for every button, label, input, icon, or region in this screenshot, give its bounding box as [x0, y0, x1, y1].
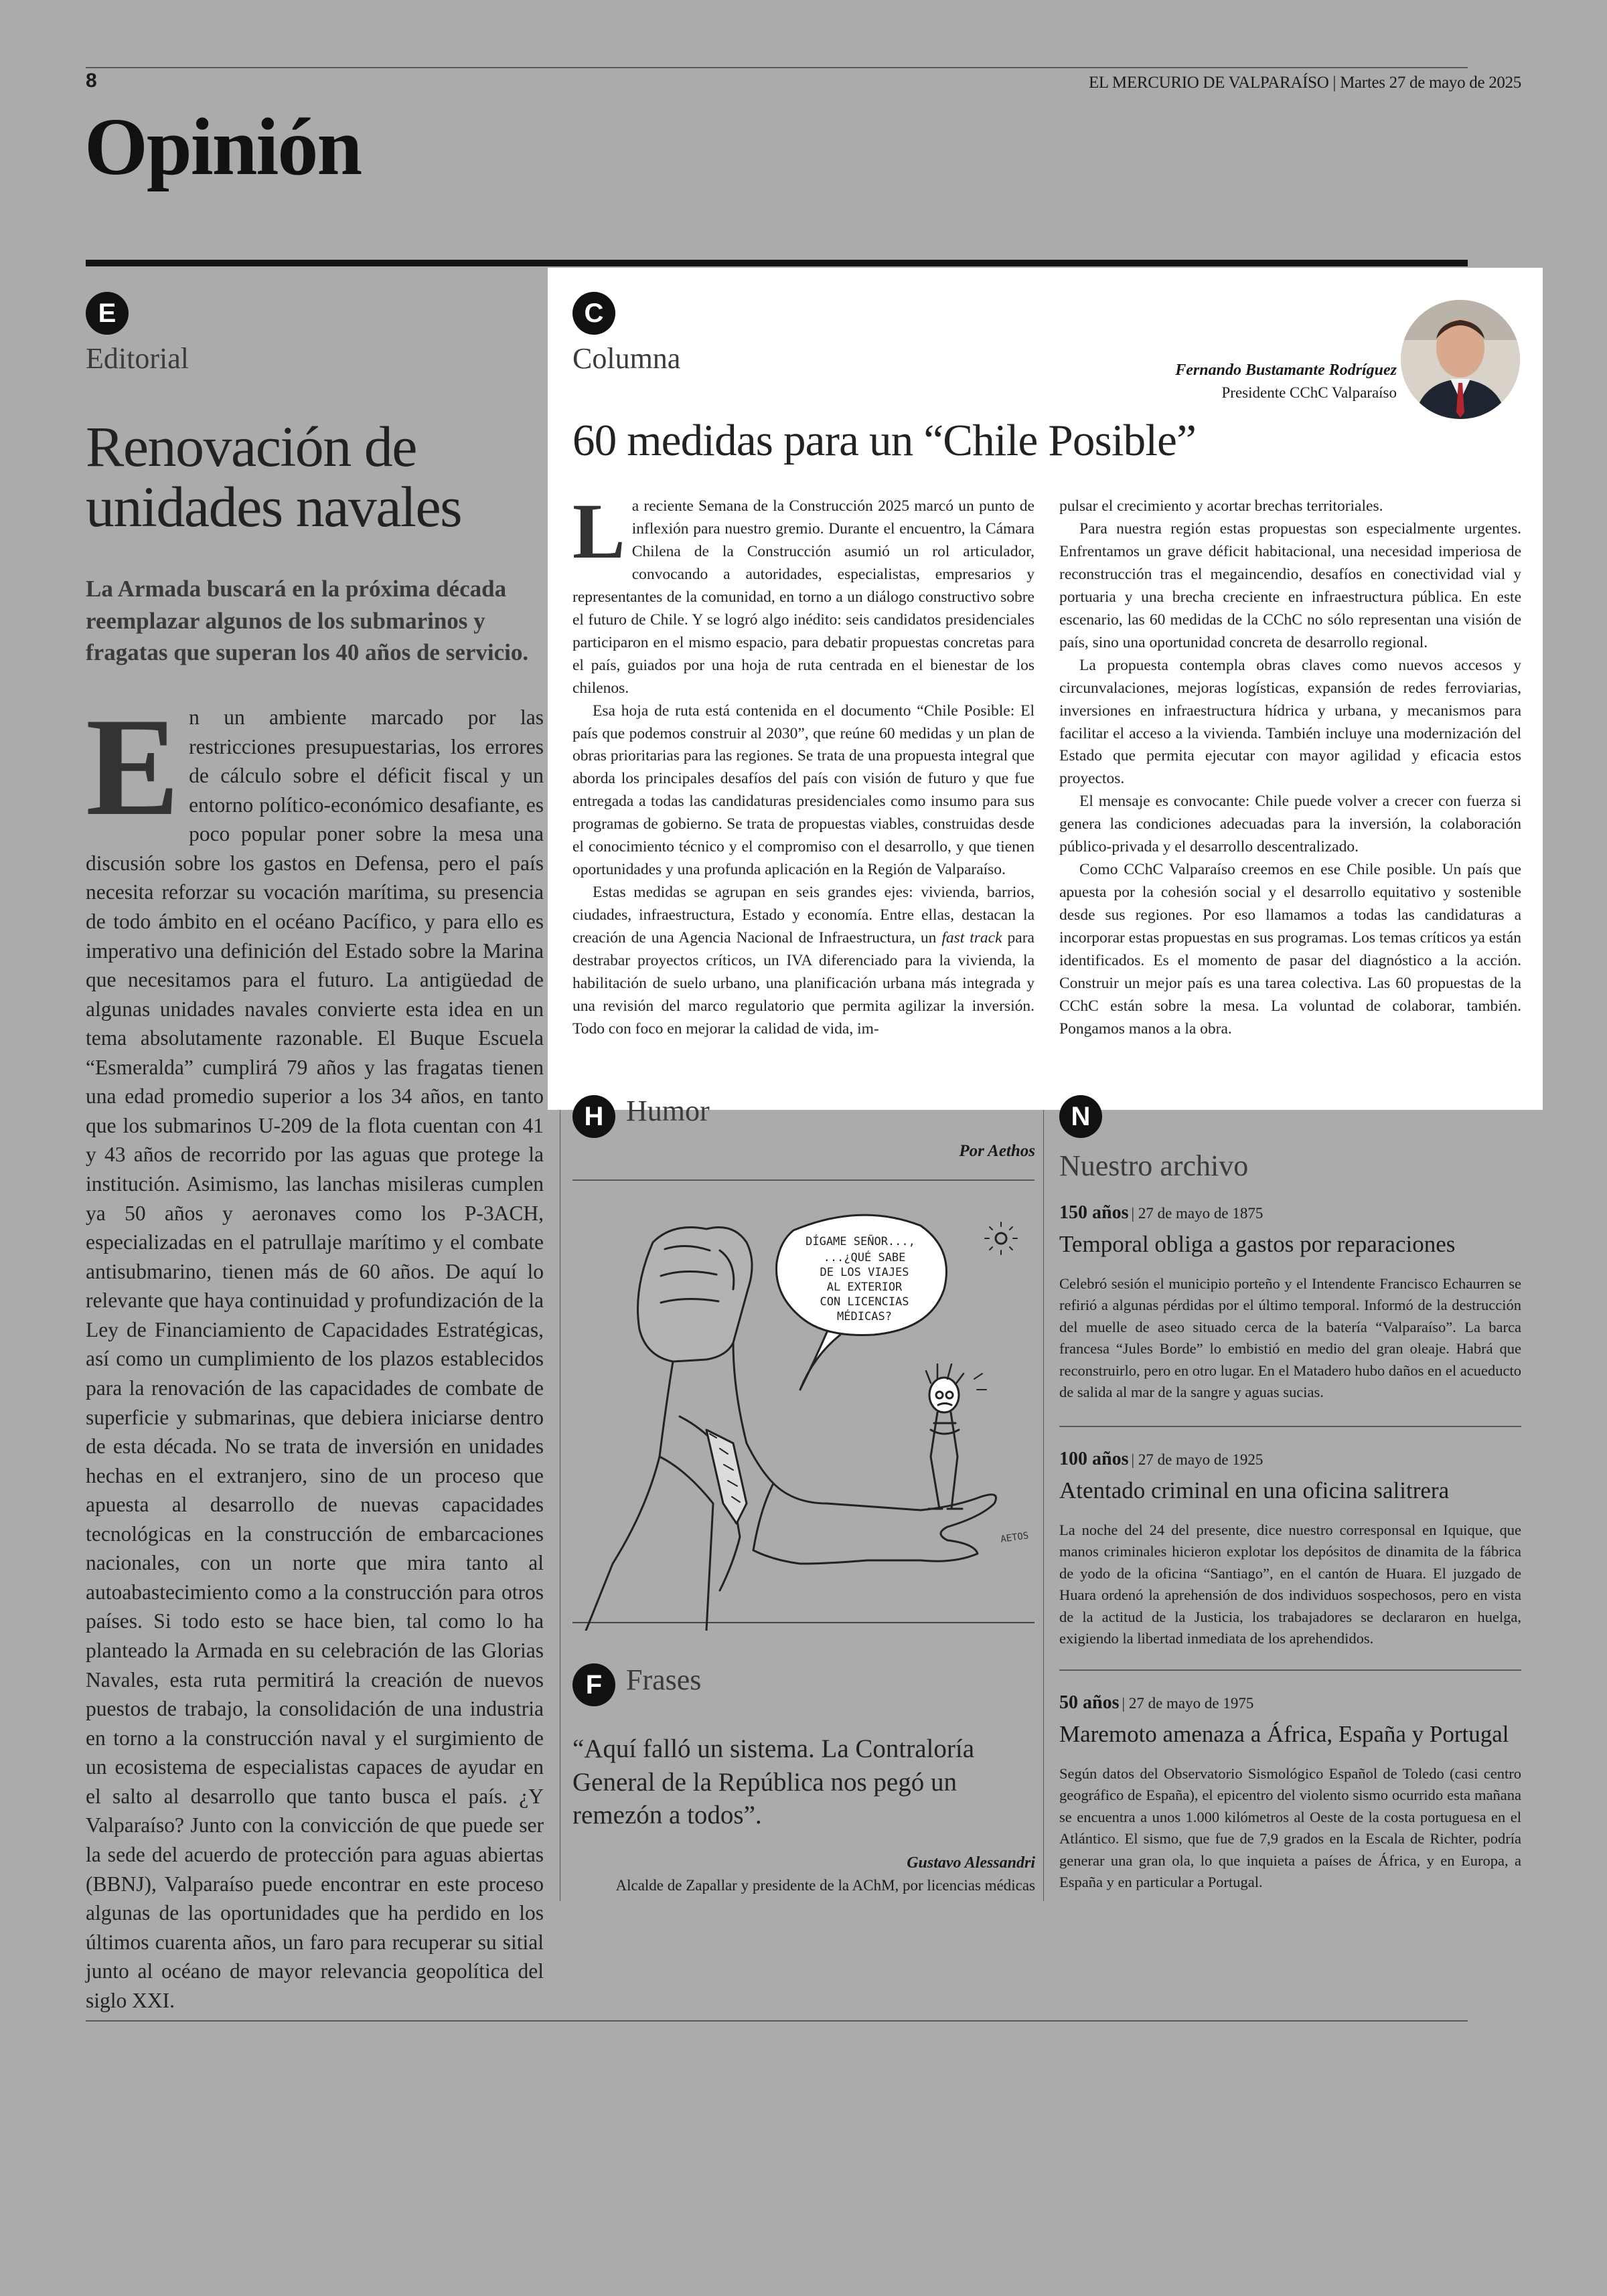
column-label: Columna — [572, 342, 681, 375]
editorial-body-text: n un ambiente marcado por las restricciones presupuestarias, los errores de cálculo sobre el déficit fiscal y un entorno político-económico desafiante, es poco popular poner sobre la mesa una discusión sobre los gastos en Defensa, pero el país necesita reforzar su vocación marítima, su presencia de todo ámbito en el océano Pacífico, y para ello es imperativo una definición del Estado sobre la Marina que necesitamos para el futuro. La antigüedad de algunas unidades navales convierte esta idea en un tema absolutamente razonable. El Buque Escuela “Esmeralda” cumplirá 79 años y las fragatas tienen una edad promedio superior a los 34 años, en tanto que los submarinos U-209 de la flota cuentan con 41 y 43 años de recorrido por las aguas que protege la institución. Asimismo, las lanchas misileras cumplen ya 50 años y aeronaves como los P-3ACH, especializadas en el patrullaje marítimo y el combate antisubmarino, tienen más de 60 años. De aquí lo relevante que haya continuidad y profundización de la Ley de Financiamiento de Capacidades Estratégicas, así como un cumplimiento de los plazos establecidos para la renovación de las capacidades de combate de superficie y submarinas, que debiera iniciarse dentro de esta década. No se trata de inversión en unidades hechas en el extranjero, sino de un proceso que apuesta al desarrollo de nuevas capacidades tecnológicas en la construcción de embarcaciones nacionales, con un norte que mira tanto al autoabastecimiento como a la construcción para otros países. Si todo esto se hace bien, tal como lo ha planteado la Armada en su celebración de las Glorias Navales, esta ruta permitirá la creación de nuevos puestos de trabajo, la consolidación de una industria en torno a la construcción naval y el surgimiento de un ecosistema de especialistas capaces de ayudar en el salto al desarrollo que tanto busca el país. ¿Y Valparaíso? Junto con la convicción de que puede ser la sede del acuerdo de protección para aguas abiertas (BBNJ), Valparaíso puede encontrar en este proceso algunas de las oportunidades que ha perdido en los últimos cuarenta años, un faro para recuperar su sitial junto al océano de mayor relevancia geopolítica del siglo XXI. — [86, 706, 544, 2012]
frases-label: Frases — [626, 1663, 702, 1696]
humor-label: Humor — [626, 1094, 710, 1127]
column-paragraph: Estas medidas se agrupan en seis grandes ejes: vivienda, barrios, ciudades, infraestructura, Estado y economía. Entre ellas, destacan la creación de una Agencia Nacional de Infraestructura, un fast track para destrabar proyectos críticos, un IVA diferenciado para la vivienda, la habilitación de suelo urbano, una planificación urbana más integrada y una revisión del marco regulatorio que permita agilizar la inversión. Todo con foco en mejorar la calidad de vida, im- — [572, 884, 1035, 1038]
column-drop-cap: L — [572, 487, 625, 575]
page-number: 8 — [86, 70, 97, 92]
masthead: EL MERCURIO DE VALPARAÍSO | Martes 27 de mayo de 2025 — [1088, 74, 1521, 92]
author-photo — [1401, 300, 1520, 419]
humor-rule — [572, 1179, 1035, 1181]
archive-badge: N — [1059, 1095, 1102, 1138]
frases-badge: F — [572, 1663, 615, 1706]
humor-archive-divider — [1043, 1095, 1044, 1901]
column-paragraph: Esa hoja de ruta está contenida en el documento “Chile Posible: El país que podemos construir al 2030”, que reúne 60 medidas y un plan de obras prioritarias para las regiones. Se trata de una propuesta integral que aborda los principales desafíos del país con visión de futuro y que fue entregada a todas las candidaturas presidenciales como insumo para sus programas de gobierno. Se trata de propuestas viables, construidas desde el conocimiento técnico y el compromiso con el desarrollo, y que tienen oportunidades y una profunda aplicación en la Región de Valparaíso. — [572, 702, 1035, 879]
bottom-rule — [86, 2020, 1468, 2022]
archive-body: Según datos del Observatorio Sismológico Español de Toledo (casi centro geográfico de España), el epicentro del violento sismo ocurrido esta mañana se encuentra a unos 1.000 kilómetros al Oeste de la costa portuguesa en el Atlántico. El sismo, que fue de 7,9 grados en la Escala de Richter, podría generar una gran ola, lo que inquieta a países de África, y en Europa, a España y en particular a Portugal. — [1059, 1765, 1521, 1890]
archive-date: | 27 de mayo de 1925 — [1131, 1451, 1264, 1468]
frases-quote: “Aquí falló un sistema. La Contraloría General de la República nos pegó un remezón a todos”. — [572, 1734, 975, 1830]
bubble-line: DE LOS VIAJES — [820, 1266, 909, 1279]
editorial-badge: E — [86, 292, 129, 335]
author-name: Fernando Bustamante Rodríguez — [1175, 361, 1397, 379]
archive-years: 100 años — [1059, 1449, 1129, 1469]
column-paragraph: pulsar el crecimiento y acortar brechas territoriales. — [1059, 497, 1383, 515]
editorial-deck: La Armada buscará en la próxima década reemplazar algunos de los submarinos y fragatas que superan los 40 años de servicio. — [86, 576, 529, 666]
archive-item-2 — [1059, 1449, 1521, 1649]
section-title: Opinión — [84, 102, 362, 192]
author-role: Presidente CChC Valparaíso — [1221, 384, 1397, 401]
bubble-line: MÉDICAS? — [837, 1310, 892, 1323]
archive-body: La noche del 24 del presente, dice nuestro corresponsal en Iquique, que manos criminales hicieron explotar los depósitos de dinamita de la fábrica de yodo de la oficina “Santiago”, en el cantón de Huara. El juzgado de Huara ordenó la aprehensión de dos individuos sospechosos, pero en vista de la actitud de la Justicia, los trabajadores se declararon en huelga, exigiendo la libertad inmediata de los aprehendidos. — [1059, 1522, 1521, 1647]
column-text-col1 — [572, 487, 1035, 1041]
archive-title: Temporal obliga a gastos por reparaciones — [1059, 1231, 1456, 1257]
archive-date: | 27 de mayo de 1975 — [1122, 1695, 1254, 1712]
archive-title: Maremoto amenaza a África, España y Portugal — [1059, 1721, 1509, 1747]
cartoon-signature: AETOS — [1000, 1530, 1030, 1545]
archive-years: 150 años — [1059, 1202, 1129, 1223]
column-paragraph: Como CChC Valparaíso creemos en ese Chile posible. Un país que apuesta por la cohesión social y el desarrollo equitativo y sostenible desde sus regiones. Por eso llamamos a todas las candidaturas a incorporar estas propuestas en sus programas. Los temas críticos ya están identificados. Es el momento de pasar del diagnóstico a la acción. Construir un mejor país es una tarea colectiva. Las 60 propuestas de la CChC están sobre la mesa. La voluntad de colaborar, también. Pongamos manos a la obra. — [1059, 861, 1521, 1038]
humor-cartoon — [572, 1189, 1035, 1631]
archive-item-3 — [1059, 1692, 1521, 1893]
archive-date: | 27 de mayo de 1875 — [1131, 1205, 1264, 1222]
archive-divider — [1059, 1426, 1521, 1427]
editorial-drop-cap: E — [86, 689, 180, 845]
section-thick-rule — [86, 260, 1468, 266]
archive-body: Celebró sesión el municipio porteño y el Intendente Francisco Echaurren se refirió a algunas pérdidas por el último temporal. Informó de la destrucción del muelle de aseo situado cerca de la batería “Valparaíso”. La barca francesa “Jules Borde” lo embistió en medio del gran oleaje. Habrá que reconstruirlo, pero en otro lugar. En el Matadero hubo daños en el acueducto de salida al mar de la sangre y aguas sucias. — [1059, 1275, 1521, 1400]
humor-badge: H — [572, 1095, 615, 1138]
frases-attribution-name: Gustavo Alessandri — [907, 1854, 1035, 1872]
bubble-line: DÍGAME SEÑOR..., — [806, 1235, 915, 1248]
frases-attribution-role: Alcalde de Zapallar y presidente de la AChM, por licencias médicas — [615, 1877, 1035, 1894]
archive-divider — [1059, 1669, 1521, 1671]
archive-item-1 — [1059, 1202, 1521, 1403]
column-badge: C — [572, 292, 615, 335]
column-headline: 60 medidas para un “Chile Posible” — [572, 416, 1197, 465]
bubble-line: ...¿QUÉ SABE — [823, 1251, 906, 1264]
column-paragraph: Para nuestra región estas propuestas son especialmente urgentes. Enfrentamos un grave déficit habitacional, una necesidad imperiosa de reconstrucción tras el megaincendio, desafíos en conectividad vial y portuaria y una brecha creciente en infraestructura pública. En este escenario, las 60 medidas de la CChC no sólo representan una visión de país, sino una oportunidad concreta de desarrollo regional. — [1059, 519, 1521, 651]
editorial-label: Editorial — [86, 342, 189, 375]
column-text-col2 — [1059, 495, 1521, 1041]
humor-byline: Por Aethos — [959, 1142, 1035, 1160]
column-paragraph: La propuesta contempla obras claves como nuevos accesos y circunvalaciones, mejoras logísticas, expansión de redes ferroviarias, inversiones en infraestructura hídrica y urbana, y mecanismos para facilitar el acceso a la vivienda. También incluye una modernización del Estado que permita ejecutar con mayor agilidad y eficacia estos proyectos. — [1059, 656, 1521, 788]
bubble-line: AL EXTERIOR — [826, 1281, 903, 1294]
archive-label: Nuestro archivo — [1059, 1149, 1249, 1182]
editorial-headline: Renovación de unidades navales — [86, 414, 462, 540]
top-rule — [86, 67, 1468, 68]
column-paragraph: El mensaje es convocante: Chile puede volver a crecer con fuerza si genera las condiciones adecuadas para la inversión, la colaboración público-privada y el desarrollo descentralizado. — [1059, 793, 1521, 856]
column-paragraph: La reciente Semana de la Construcción 2025 marcó un punto de inflexión para nuestro gremio. Durante el encuentro, la Cámara Chilena de la Construcción asumió un rol articulador, convocando a autoridades, especialistas, empresarios y representantes de la comunidad, en torno a un diálogo constructivo sobre el futuro de Chile. Y se logró algo inédito: seis candidatos presidenciales participaron en el mismo espacio, para debatir propuestas concretas para el país, guiados por una hoja de ruta centrada en el bienestar de los chilenos. — [572, 487, 1035, 697]
editorial-body — [86, 689, 544, 2015]
archive-years: 50 años — [1059, 1692, 1120, 1713]
archive-title: Atentado criminal en una oficina salitrera — [1059, 1477, 1450, 1503]
bubble-line: CON LICENCIAS — [820, 1295, 909, 1309]
